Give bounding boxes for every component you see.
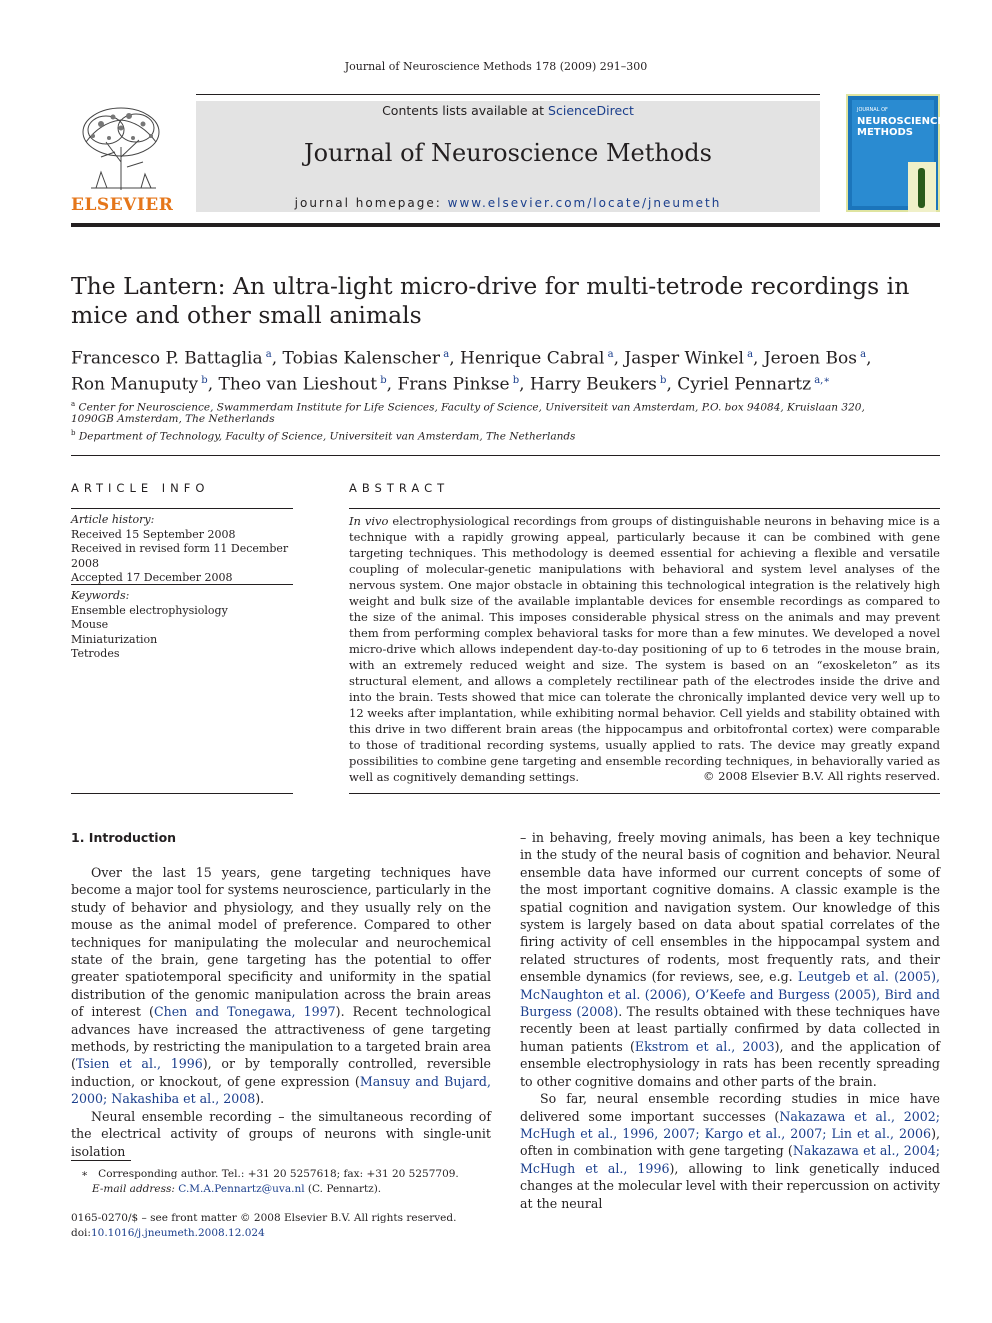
author-name: Theo van Lieshout: [218, 374, 378, 395]
running-head: Journal of Neuroscience Methods 178 (2009) 291–300: [344, 60, 648, 73]
author-affiliation-mark[interactable]: a: [743, 349, 754, 360]
citation-link[interactable]: Nakazawa et al., 2004; McHugh et al., 1996: [520, 1143, 940, 1176]
intro-paragraph-4: [520, 1090, 940, 1212]
article-history: [71, 513, 293, 586]
abstract-body: electrophysiological recordings from groups of distinguishable neurons in behaving mice is a technique with a rapidly growing appeal, particularly because it can be combined with gene targeting techniques. This methodology is deemed essential for achieving a flexible and versatile coupling of molecular-genetic manipulations with behavioral and system level analyses of the nervous system. One major obstacle in obtaining this technological integration is the relatively high weight and bulk size of the available implantable devices for ensemble recordings as compared to the size of the animal. This imposes considerable physical stress on the animals and may prevent them from performing complex behavioral tasks for more than a few minutes. We developed a novel micro-drive which allows independent day-to-day positioning of up to 6 tetrodes in the mouse brain, with an extremely reduced weight and size. The system is based on an “exoskeleton” as its structural element, and allows a completely rectilinear path of the electrodes inside the drive and into the brain. Tests showed that mice can tolerate the chronically implanted device very well up to 12 weeks after implantation, while exhibiting normal behavior. Cell yields and stability obtained with this drive in two different brain areas (the hippocampus and orbitofrontal cortex) were comparable to those of traditional recording systems, usually applied to rats. The device may greatly expand possibilities to combine gene targeting and ensemble recording techniques, in behaviorally varied as well as cognitively demanding settings.: [349, 514, 940, 784]
paragraph-text: ), or by temporally controlled, reversible induction, or knockout, of gene expression (: [71, 1056, 491, 1089]
author-separator: ,: [666, 374, 678, 395]
author-name: Jeroen Bos: [763, 348, 857, 369]
affiliation-text: Department of Technology, Faculty of Science, Universiteit van Amsterdam, The Netherlands: [78, 430, 576, 443]
cover-title-line2: METHODS: [857, 127, 913, 138]
keyword: Tetrodes: [71, 647, 120, 660]
paragraph-text: ). Recent technological advances have increased the attractiveness of gene targeting methods, by restricting the manipulation to a targeted brain area (: [71, 1004, 492, 1072]
author-affiliation-mark[interactable]: b: [377, 374, 387, 386]
author-list: [71, 344, 940, 395]
affiliation-mark: a: [71, 400, 76, 408]
section-title-introduction: 1. Introduction: [71, 830, 177, 845]
contents-availability: [196, 103, 820, 118]
right-column: [520, 829, 940, 1212]
author-separator: ,: [449, 348, 460, 369]
corr-text: Corresponding author. Tel.: +31 20 5257618; fax: +31 20 5257709.: [98, 1168, 459, 1180]
journal-title: Journal of Neuroscience Methods: [304, 139, 712, 167]
author-affiliation-mark[interactable]: b: [198, 374, 208, 386]
keywords-label: Keywords:: [71, 589, 130, 602]
cover-title: [857, 116, 944, 138]
author-name: Ron Manuputy: [71, 374, 199, 395]
author-affiliation-mark[interactable]: a: [604, 349, 614, 360]
citation-link[interactable]: Tsien et al., 1996: [75, 1056, 203, 1072]
history-label: Article history:: [71, 513, 155, 526]
history-accepted: Accepted 17 December 2008: [71, 571, 233, 584]
history-received: Received 15 September 2008: [71, 527, 236, 541]
cover-figure: [908, 162, 936, 212]
author-affiliation-mark[interactable]: a: [440, 349, 450, 360]
keyword: Ensemble electrophysiology: [71, 603, 228, 617]
paragraph-text: ), often in combination with gene targeting (: [520, 1125, 940, 1159]
journal-homepage: [196, 196, 820, 210]
cover-small-text: JOURNAL OF: [857, 107, 888, 113]
email-suffix: (C. Pennartz).: [304, 1182, 382, 1195]
author-separator: ,: [271, 348, 283, 369]
affiliation-a-line2: 1090GB Amsterdam, The Netherlands: [71, 412, 275, 425]
banner-top-rule: [196, 94, 820, 95]
intro-paragraph-2: [71, 1108, 491, 1160]
corr-mark: ∗: [81, 1168, 89, 1180]
keyword: Miniaturization: [71, 632, 158, 646]
doi-link[interactable]: 10.1016/j.jneumeth.2008.12.024: [90, 1226, 265, 1239]
article-info-heading: ARTICLE INFO: [71, 481, 210, 495]
author-separator: ,: [613, 348, 625, 369]
cover-title-line1: NEUROSCIENCE: [857, 116, 945, 127]
author-affiliation-mark[interactable]: b: [656, 374, 667, 386]
paragraph-text: . The results obtained with these techniques have recently been at least partially confirmed by data collected in human patients (: [520, 1004, 940, 1054]
citation-link[interactable]: Chen and Tonegawa, 1997: [153, 1004, 336, 1020]
doi-line: [71, 1226, 491, 1241]
history-revised: Received in revised form 11 December 2008: [71, 542, 289, 570]
author-name: Cyriel Pennartz: [677, 374, 812, 395]
homepage-link[interactable]: www.elsevier.com/locate/jneumeth: [447, 196, 722, 210]
journal-cover-image: [846, 94, 945, 212]
intro-paragraph-3: [520, 829, 940, 1090]
paragraph-text: So far, neural ensemble recording studies in mice have delivered some important successes (: [520, 1091, 940, 1124]
email-note: [71, 1182, 491, 1197]
author-affiliation-mark[interactable]: b: [509, 374, 520, 386]
author-name: Francesco P. Battaglia: [71, 348, 263, 369]
abstract-copyright: © 2008 Elsevier B.V. All rights reserved.: [703, 769, 940, 783]
citation-link[interactable]: Ekstrom et al., 2003: [634, 1038, 775, 1054]
doi-prefix: doi:: [71, 1226, 91, 1239]
paragraph-text: – in behaving, freely moving animals, has been a key technique in the study of the neural basis of cognition and behavior. Neural ensemble data have informed our current concepts of some of the most important cognitive domains. A classic example is the spatial cognition and navigation system. Our knowledge of this system is largely based on data about spatial correlates of the firing activity of cell ensembles in the hippocampal system and related structures of rodents, most frequently rats, and their ensemble dynamics (for reviews, see, e.g.: [520, 830, 940, 985]
email-label: E-mail address:: [92, 1182, 175, 1195]
author-name: Harry Beukers: [529, 374, 657, 395]
article-title: The Lantern: An ultra-light micro-drive for multi-tetrode recordings in mice and other small animals: [71, 272, 910, 329]
left-column: [71, 864, 491, 1160]
contents-prefix: Contents lists available at: [382, 103, 549, 118]
abstract-rule: [349, 508, 940, 509]
keyword: Mouse: [71, 618, 109, 631]
citation-link[interactable]: Leutgeb et al. (2005), McNaughton et al. (2006), O’Keefe and Burgess (2005), Bird and Burgess (2008): [520, 969, 940, 1020]
author-affiliation-mark[interactable]: a: [856, 349, 867, 360]
homepage-prefix: journal homepage:: [294, 196, 448, 210]
paragraph-text: Over the last 15 years, gene targeting techniques have become a major tool for systems neuroscience, particularly in the study of behavior and physiology, and they usually rely on the mouse as the animal model of preference. Compared to other techniques for manipulating the molecular and neurochemical state of the brain, gene targeting has the potential to offer greater spatiotemporal specificity and uniformity in the spatial distribution of the genomic manipulation across the brain areas of interest (: [71, 865, 491, 1020]
intro-paragraph-1: [71, 864, 491, 1108]
keywords-rule: [71, 584, 293, 585]
author-separator: ,: [753, 348, 764, 369]
article-info-rule: [71, 508, 293, 509]
paragraph-text: Neural ensemble recording – the simultaneous recording of the electrical activity of groups of neurons with single-unit isolation: [71, 1108, 491, 1159]
author-name: Henrique Cabral: [460, 348, 605, 369]
affiliation-rule: [71, 455, 940, 456]
citation-link[interactable]: Mansuy and Bujard, 2000; Nakashiba et al., 2008: [71, 1073, 491, 1107]
paragraph-text: ), allowing to link genetically induced changes at the molecular level with their repercussion on activity at the neural: [520, 1160, 940, 1211]
cover-panel: [852, 100, 945, 206]
affiliation-mark: b: [71, 429, 76, 437]
affiliation-text: Center for Neuroscience, Swammerdam Institute for Life Sciences, Faculty of Science, Universiteit van Amsterdam, P.O. box 94084, Kruislaan 320,: [78, 401, 865, 414]
abstract-lead: In vivo: [349, 514, 389, 528]
author-separator: ,: [519, 374, 530, 395]
header-thick-rule: [71, 223, 940, 227]
author-separator: ,: [207, 374, 219, 395]
citation-link[interactable]: Nakazawa et al., 2002; McHugh et al., 1996, 2007; Kargo et al., 2007; Lin et al., 2006: [520, 1108, 940, 1141]
author-name: Tobias Kalenscher: [282, 348, 441, 369]
sciencedirect-link[interactable]: ScienceDirect: [548, 103, 634, 118]
corresponding-author-note: [71, 1167, 491, 1182]
author-name: Jasper Winkel: [624, 348, 744, 369]
abstract-text: [349, 513, 940, 785]
author-separator: ,: [866, 348, 872, 369]
footnote-rule: [71, 1160, 131, 1161]
abstract-heading: ABSTRACT: [349, 481, 450, 495]
paragraph-text: ).: [255, 1091, 265, 1107]
cover-figure-shape: [918, 168, 925, 208]
author-name: Frans Pinkse: [397, 374, 510, 395]
author-affiliation-mark[interactable]: a,∗: [811, 374, 831, 386]
affiliation-b: [71, 426, 940, 444]
abstract-bottom-rule: [349, 793, 940, 794]
keywords-block: [71, 589, 293, 662]
paragraph-text: ), and the application of ensemble electrophysiology in rats has been recently spreading to other cognitive domains and other parts of the brain.: [520, 1038, 940, 1089]
issn-line: 0165-0270/$ – see front matter © 2008 Elsevier B.V. All rights reserved.: [71, 1212, 457, 1224]
article-info-bottom-rule: [71, 793, 293, 794]
publisher-name: ELSEVIER: [71, 195, 174, 215]
author-affiliation-mark[interactable]: a: [262, 349, 272, 360]
email-link[interactable]: C.M.A.Pennartz@uva.nl: [178, 1182, 305, 1195]
author-separator: ,: [386, 374, 398, 395]
